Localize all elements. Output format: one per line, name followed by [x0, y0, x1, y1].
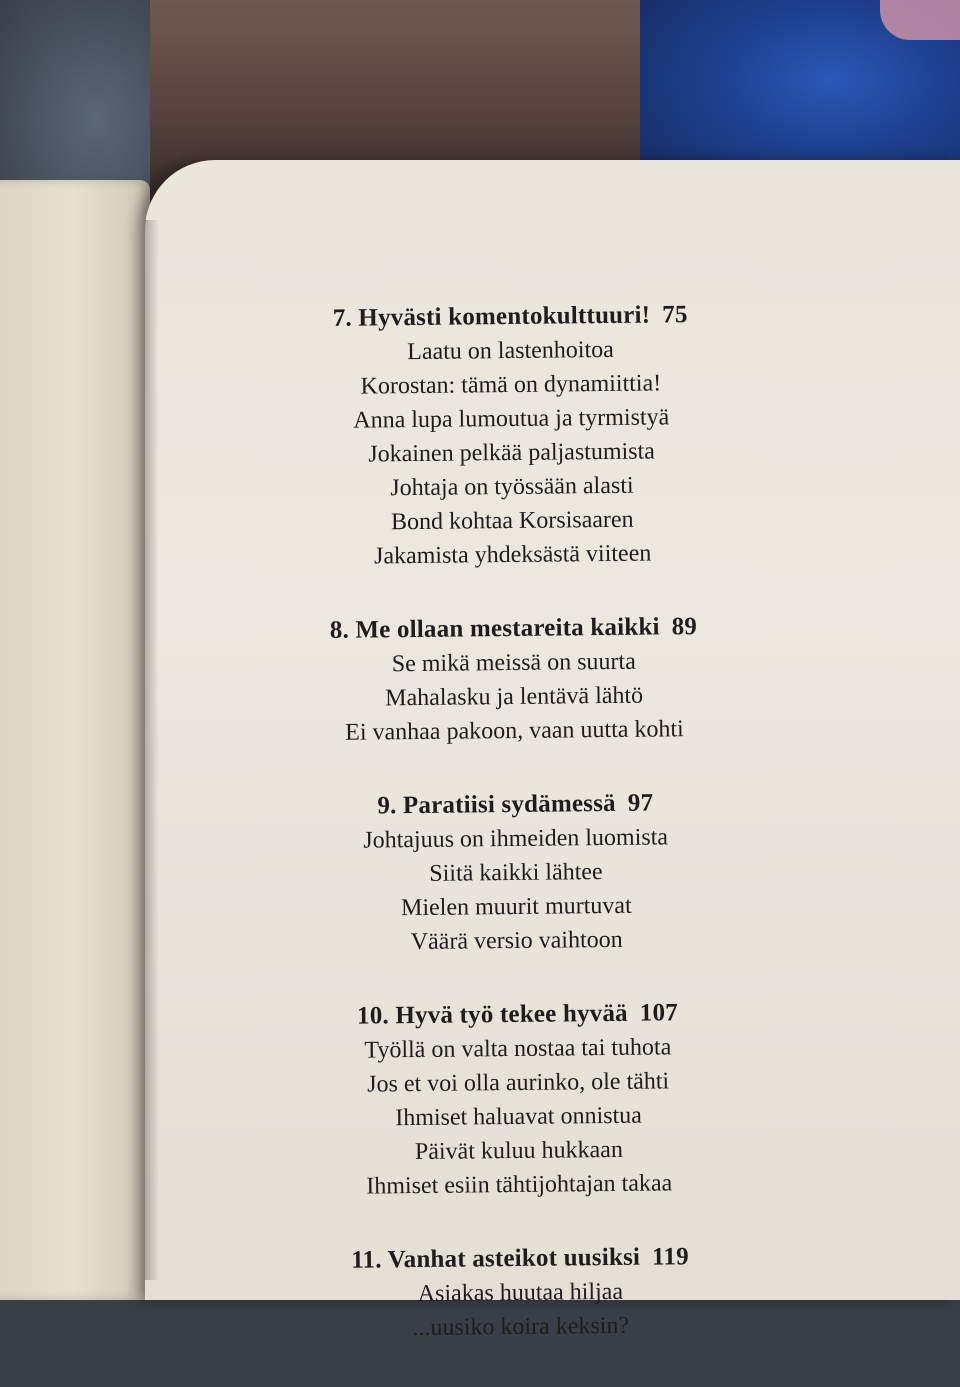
previous-page-edge	[0, 180, 150, 1300]
subsection-item: Väärä versio vaihtoon	[410, 926, 623, 956]
subsection-item: Mielen muurit murtuvat	[400, 892, 632, 922]
subsection-item: Ihmiset esiin tähtijohtajan takaa	[366, 1170, 673, 1200]
subsection-item: Jakamista yhdeksästä viiteen	[373, 540, 652, 570]
subsection-item: Ihmiset haluavat onnistua	[395, 1102, 642, 1132]
subsection-item: Mahalasku ja lentävä lähtö	[385, 682, 644, 712]
chapter-number: 9.	[377, 792, 397, 820]
chapter-page-number: 107	[639, 999, 679, 1027]
subsection-item: Johtajuus on ihmeiden luomista	[363, 824, 669, 854]
chapter-title: Hyvä työ tekee hyvää	[395, 999, 628, 1030]
subsection-item: Jokainen pelkää paljastumista	[368, 438, 656, 468]
subsection-item: Korostan: tämä on dynamiittia!	[360, 370, 662, 400]
chapter-title: Paratiisi sydämessä	[402, 789, 616, 820]
subsection-item: Päivät kuluu hukkaan	[414, 1136, 624, 1166]
chapter-page-number: 89	[671, 613, 698, 641]
subsection-item: Työllä on valta nostaa tai tuhota	[364, 1034, 672, 1064]
chapter-title: Me ollaan mestareita kaikki	[355, 613, 660, 644]
chapter-number: 7.	[332, 304, 353, 332]
subsection-item: Johtaja on työssään alasti	[390, 472, 634, 502]
toc-section-7	[180, 297, 843, 576]
toc-section-11	[190, 1238, 851, 1347]
chapter-page-number: 97	[627, 789, 654, 817]
chapter-number: 8.	[329, 616, 350, 644]
chapter-page-number: 75	[662, 301, 688, 329]
table-of-contents	[180, 297, 851, 1387]
chapter-number: 11.	[351, 1246, 382, 1274]
subsection-item: Anna lupa lumoutua ja tyrmistyä	[353, 404, 670, 434]
subsection-item: Laatu on lastenhoitoa	[407, 336, 614, 366]
toc-section-8	[183, 609, 844, 752]
subsection-item: Siitä kaikki lähtee	[429, 859, 603, 887]
toc-section-10	[187, 995, 849, 1206]
subsection-item: Bond kohtaa Korsisaaren	[390, 506, 634, 536]
subsection-item: Jos et voi olla aurinko, ole tähti	[367, 1068, 670, 1098]
chapter-title: Vanhat asteikot uusiksi	[387, 1243, 641, 1274]
subsection-item: ...uusiko koira keksin?	[412, 1312, 630, 1342]
pink-object-background	[880, 0, 960, 40]
toc-section-9	[185, 785, 847, 962]
chapter-number: 10.	[356, 1002, 390, 1030]
chapter-title: Hyvästi komentokulttuuri!	[358, 301, 651, 332]
subsection-item: Se mikä meissä on suurta	[391, 648, 636, 678]
chapter-page-number: 119	[651, 1243, 689, 1271]
subsection-item: Asiakas huutaa hiljaa	[417, 1278, 624, 1308]
subsection-item: Ei vanhaa pakoon, vaan uutta kohti	[345, 716, 684, 746]
page-gutter-shadow	[145, 220, 159, 1280]
